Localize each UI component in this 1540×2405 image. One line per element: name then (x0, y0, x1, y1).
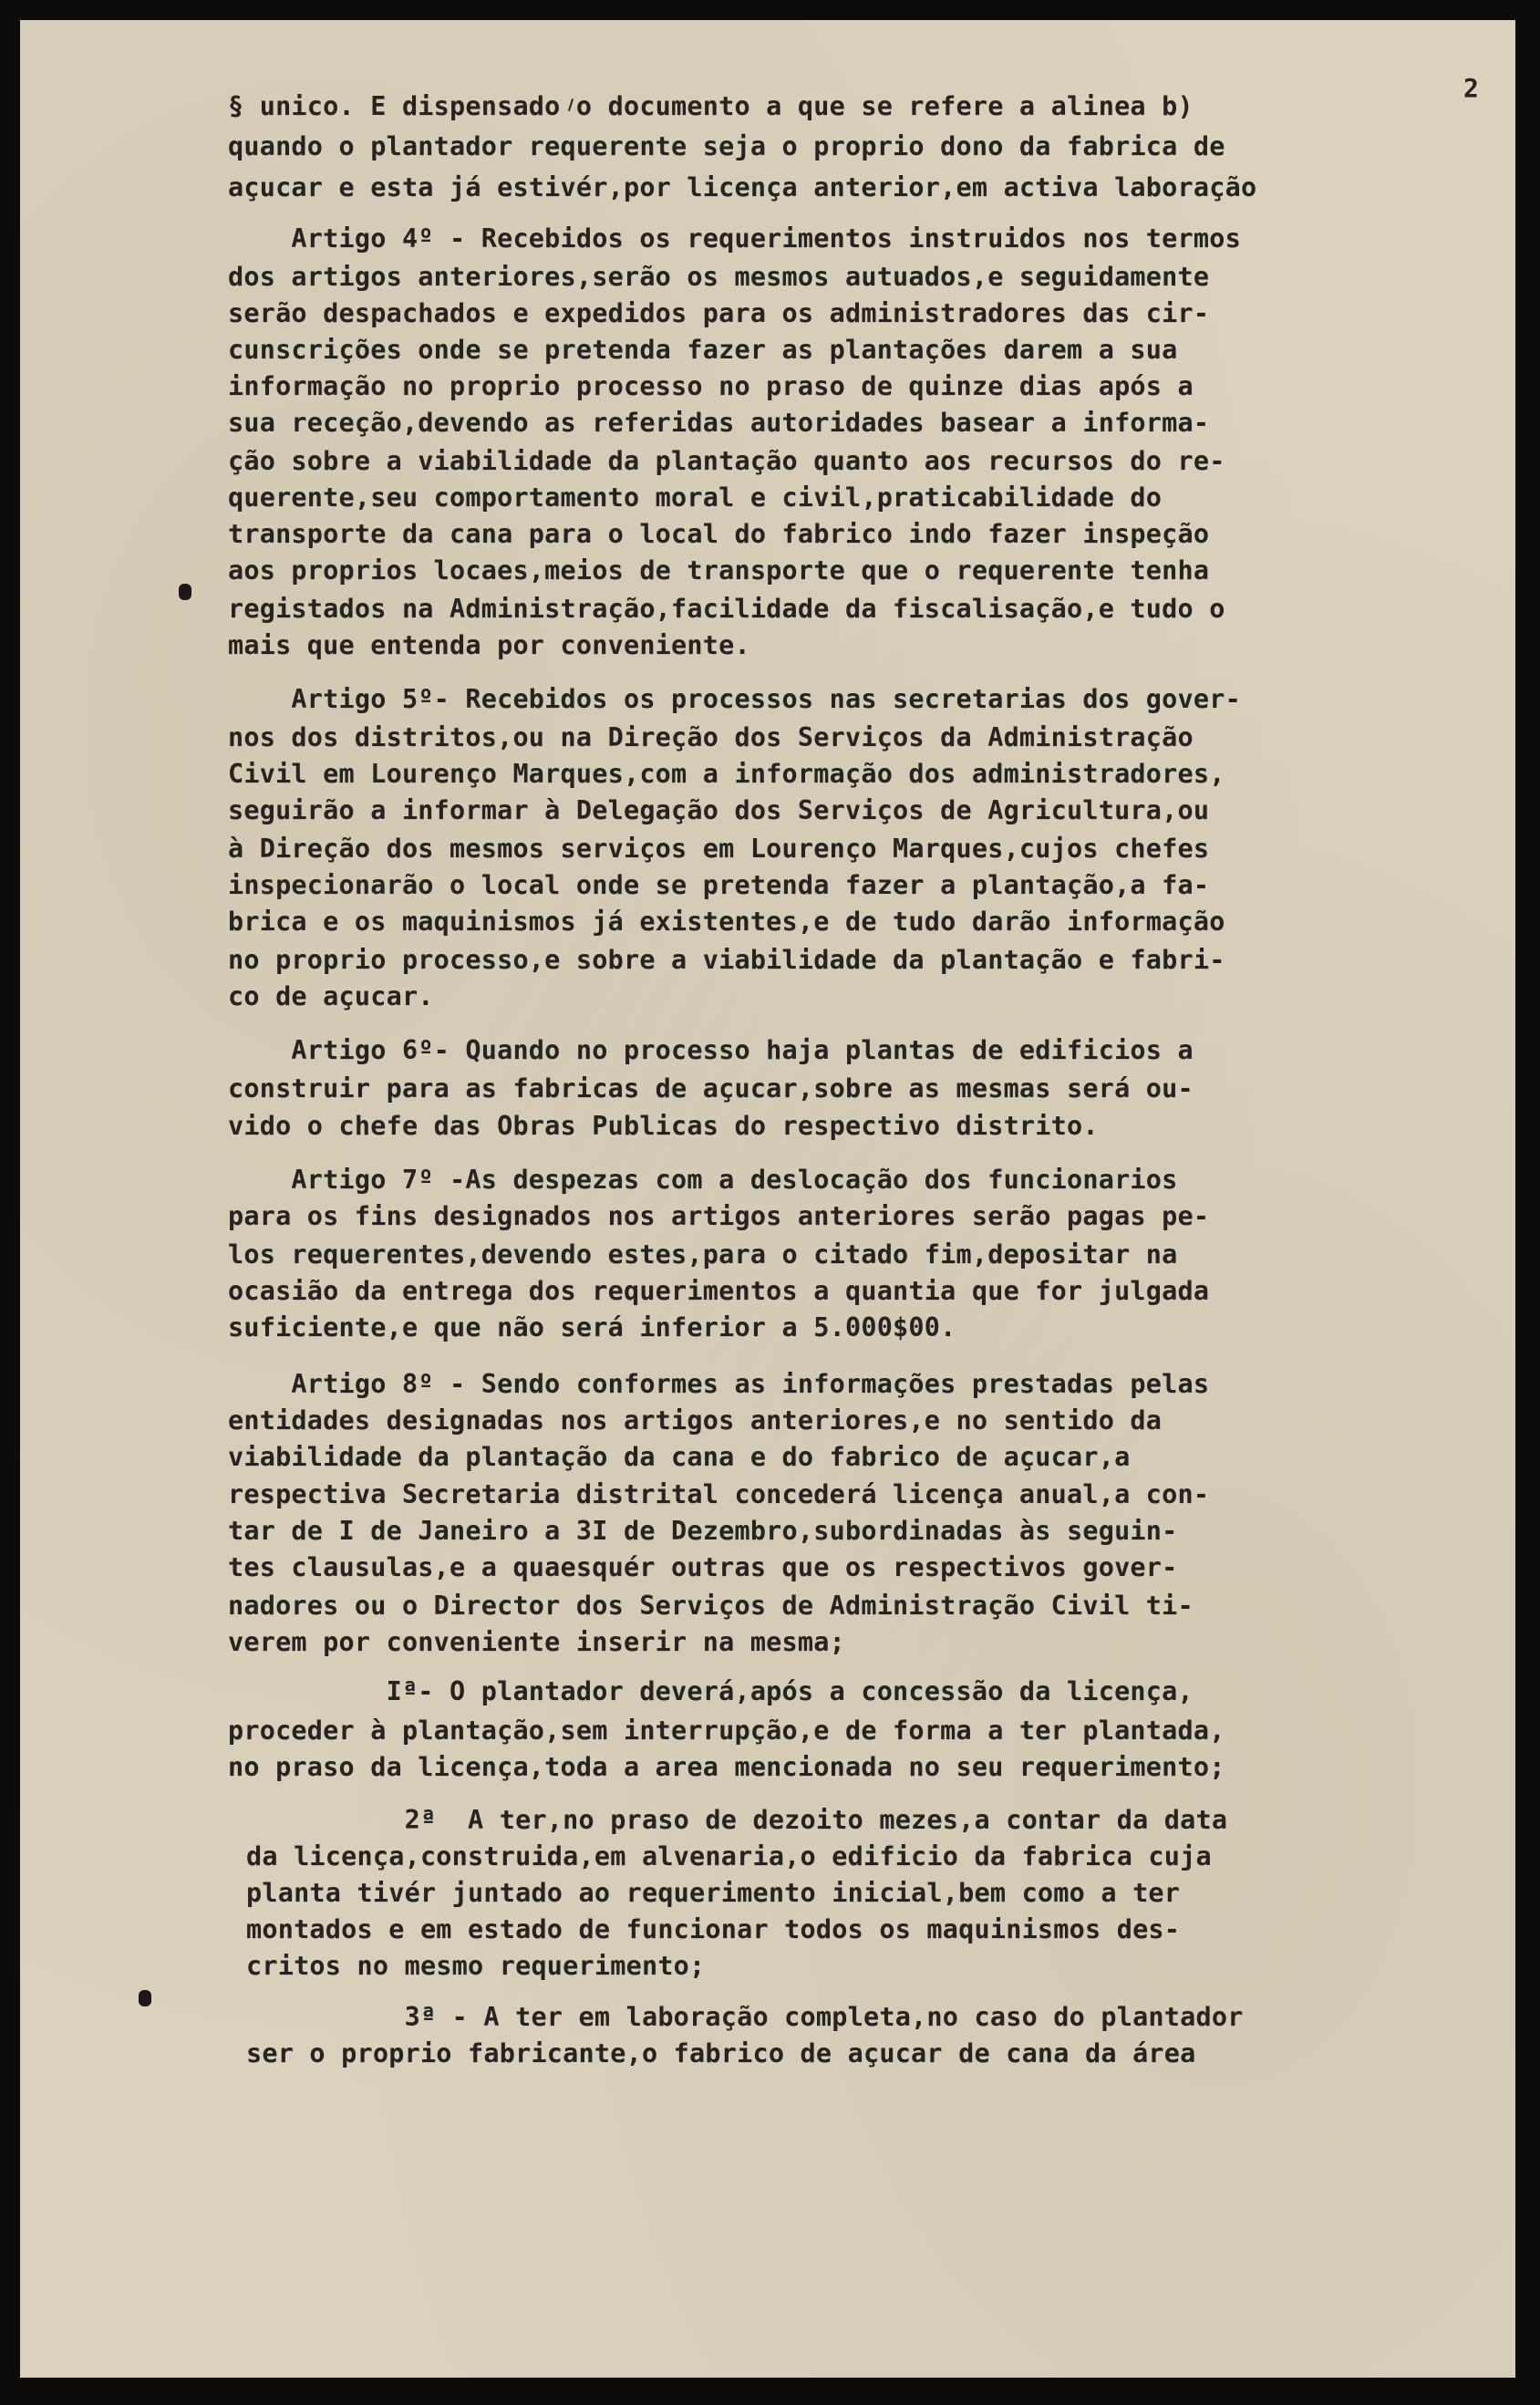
text-line: querente,seu comportamento moral e civil,praticabilidade do (228, 482, 1163, 513)
text-line: seguirão a informar à Delegação dos Serviços de Agricultura,ou (228, 795, 1210, 825)
text-line: critos no mesmo requerimento; (246, 1951, 706, 1981)
text-line: vido o chefe das Obras Publicas do respectivo distrito. (228, 1111, 1099, 1141)
text-line: para os fins designados nos artigos anteriores serão pagas pe- (228, 1201, 1210, 1231)
text-line: los requerentes,devendo estes,para o citado fim,depositar na (228, 1239, 1178, 1270)
text-line: nos dos distritos,ou na Direção dos Serviços da Administração (228, 722, 1194, 752)
text-line: ocasião da entrega dos requerimentos a quantia que for julgada (228, 1276, 1210, 1306)
text-line: da licença,construida,em alvenaria,o edificio da fabrica cuja (246, 1841, 1212, 1871)
text-line: cunscrições onde se pretenda fazer as plantações darem a sua (228, 335, 1178, 365)
text-line: informação no proprio processo no praso de quinze dias após a (228, 371, 1194, 401)
text-line: inspecionarão o local onde se pretenda fazer a plantação,a fa- (228, 870, 1210, 900)
text-line: quando o plantador requerente seja o proprio dono da fabrica de (228, 131, 1225, 161)
text-line: brica e os maquinismos já existentes,e de tudo darão informação (228, 907, 1225, 937)
text-line: respectiva Secretaria distrital concederá licença anual,a con- (228, 1479, 1210, 1509)
punch-hole-mark (139, 1990, 151, 2006)
text-line: aos proprios locaes,meios de transporte que o requerente tenha (228, 555, 1210, 586)
text-line: proceder à plantação,sem interrupção,e de forma a ter plantada, (228, 1716, 1225, 1746)
text-line: no praso da licença,toda a area mencionada no seu requerimento; (228, 1752, 1225, 1782)
text-line: transporte da cana para o local do fabrico indo fazer inspeção (228, 519, 1210, 549)
text-line: co de açucar. (228, 981, 434, 1011)
text-line: dos artigos anteriores,serão os mesmos autuados,e seguidamente (228, 262, 1210, 292)
text-line: nadores ou o Director dos Serviços de Administração Civil ti- (228, 1591, 1194, 1621)
text-line: entidades designadas nos artigos anteriores,e no sentido da (228, 1405, 1163, 1436)
text-line: construir para as fabricas de açucar,sobre as mesmas será ou- (228, 1073, 1194, 1104)
text-line: Artigo 6º- Quando no processo haja plantas de edificios a (228, 1035, 1194, 1065)
text-line: Artigo 4º - Recebidos os requerimentos instruidos nos termos (228, 223, 1241, 254)
page-number: 2 (1463, 73, 1479, 103)
text-line: Artigo 5º- Recebidos os processos nas secretarias dos gover- (228, 684, 1241, 714)
text-line: serão despachados e expedidos para os administradores das cir- (228, 298, 1210, 328)
text-line: Artigo 8º - Sendo conformes as informações prestadas pelas (228, 1369, 1210, 1399)
text-line: verem por conveniente inserir na mesma; (228, 1627, 845, 1657)
text-line: registados na Administração,facilidade da fiscalisação,e tudo o (228, 594, 1225, 624)
text-line: Iª- O plantador deverá,após a concessão da licença, (228, 1676, 1194, 1706)
text-line: viabilidade da plantação da cana e do fabrico de açucar,a (228, 1442, 1131, 1472)
text-line: tar de I de Janeiro a 3I de Dezembro,subordinadas às seguin- (228, 1516, 1178, 1546)
text-line: mais que entenda por conveniente. (228, 630, 750, 660)
text-line: ser o proprio fabricante,o fabrico de açucar de cana da área (246, 2038, 1196, 2068)
text-line: planta tivér juntado ao requerimento inicial,bem como a ter (246, 1878, 1181, 1908)
document-page (20, 20, 1515, 2378)
text-line: tes clausulas,e a quaesquér outras que os respectivos gover- (228, 1552, 1178, 1582)
text-line: § unico. E dispensado o documento a que se refere a alinea b) (228, 91, 1194, 121)
text-line: ção sobre a viabilidade da plantação quanto aos recursos do re- (228, 446, 1225, 476)
text-line: montados e em estado de funcionar todos os maquinismos des- (246, 1914, 1181, 1944)
text-line: no proprio processo,e sobre a viabilidade da plantação e fabri- (228, 945, 1225, 975)
text-line: açucar e esta já estivér,por licença anterior,em activa laboração (228, 172, 1257, 202)
text-line: Artigo 7º -As despezas com a deslocação dos funcionarios (228, 1165, 1178, 1195)
text-line: 2ª A ter,no praso de dezoito mezes,a contar da data (246, 1805, 1228, 1835)
punch-hole-mark (179, 584, 191, 600)
text-line: Civil em Lourenço Marques,com a informação dos administradores, (228, 759, 1225, 789)
text-line: 3ª - A ter em laboração completa,no caso do plantador (246, 2002, 1244, 2032)
text-line: à Direção dos mesmos serviços em Lourenço Marques,cujos chefes (228, 834, 1210, 864)
text-line: suficiente,e que não será inferior a 5.000$00. (228, 1312, 956, 1342)
text-line: sua receção,devendo as referidas autoridades basear a informa- (228, 408, 1210, 438)
